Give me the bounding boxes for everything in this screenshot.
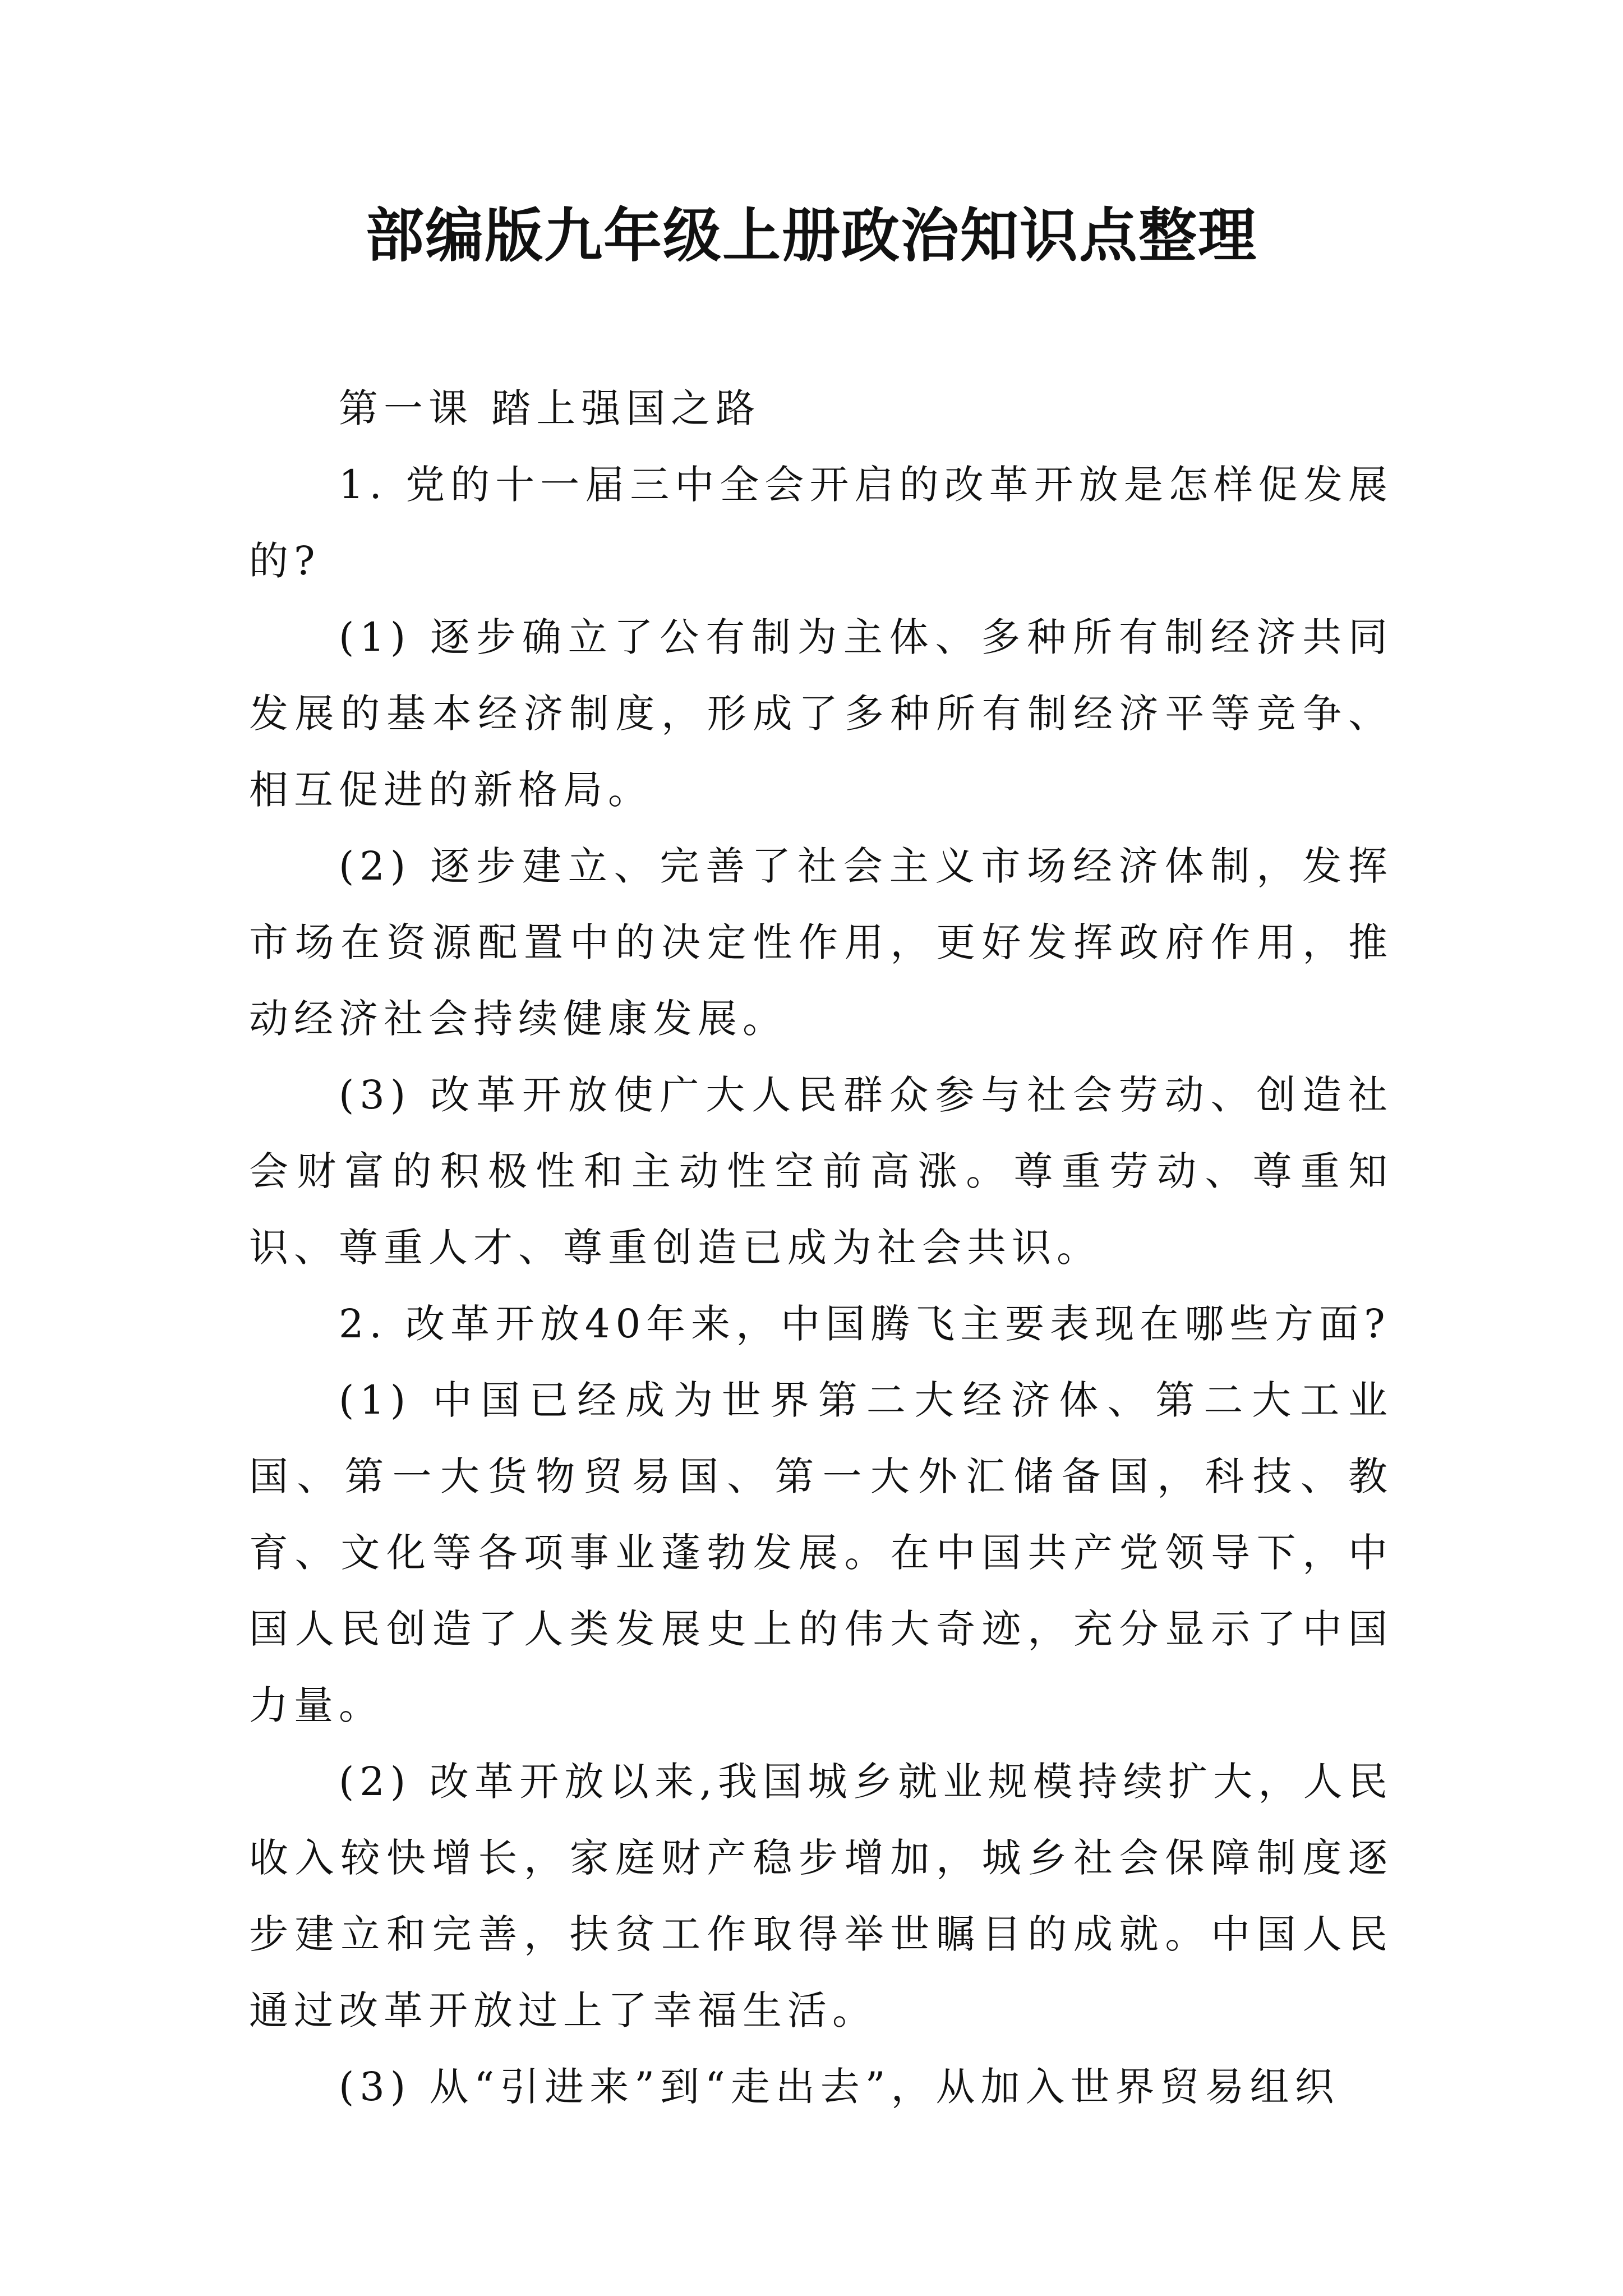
document-body (249, 370, 1393, 2125)
answer-1-point-3: (3) 改革开放使广大人民群众参与社会劳动、创造社会财富的积极性和主动性空前高涨。尊重劳动、尊重知识、尊重人才、尊重创造已成为社会共识。 (249, 1072, 1393, 1271)
answer-1-point-1: (1) 逐步确立了公有制为主体、多种所有制经济共同发展的基本经济制度，形成了多种所有制经济平等竞争、相互促进的新格局。 (249, 614, 1393, 813)
answer-2-point-3: (3) 从“引进来”到“走出去”，从加入世界贸易组织 (339, 2064, 1340, 2110)
answer-2-point-1: (1) 中国已经成为世界第二大经济体、第二大工业国、第一大货物贸易国、第一大外汇储备国，科技、教育、文化等各项事业蓬勃发展。在中国共产党领导下，中国人民创造了人类发展史上的伟大奇迹，充分显示了中国力量。 (249, 1377, 1393, 1728)
answer-1-point-2: (2) 逐步建立、完善了社会主义市场经济体制，发挥市场在资源配置中的决定性作用，更好发挥政府作用，推动经济社会持续健康发展。 (249, 843, 1393, 1042)
question-1: 1. 党的十一届三中全会开启的改革开放是怎样促发展的? (249, 462, 1393, 584)
question-2: 2. 改革开放40年来，中国腾飞主要表现在哪些方面? (339, 1301, 1391, 1347)
document-title: 部编版九年级上册政治知识点整理 (365, 201, 1257, 270)
lesson-heading: 第一课 踏上强国之路 (339, 385, 761, 431)
answer-2-point-2: (2) 改革开放以来,我国城乡就业规模持续扩大，人民收入较快增长，家庭财产稳步增加，城乡社会保障制度逐步建立和完善，扶贫工作取得举世瞩目的成就。中国人民通过改革开放过上了幸福生活。 (249, 1759, 1393, 2033)
